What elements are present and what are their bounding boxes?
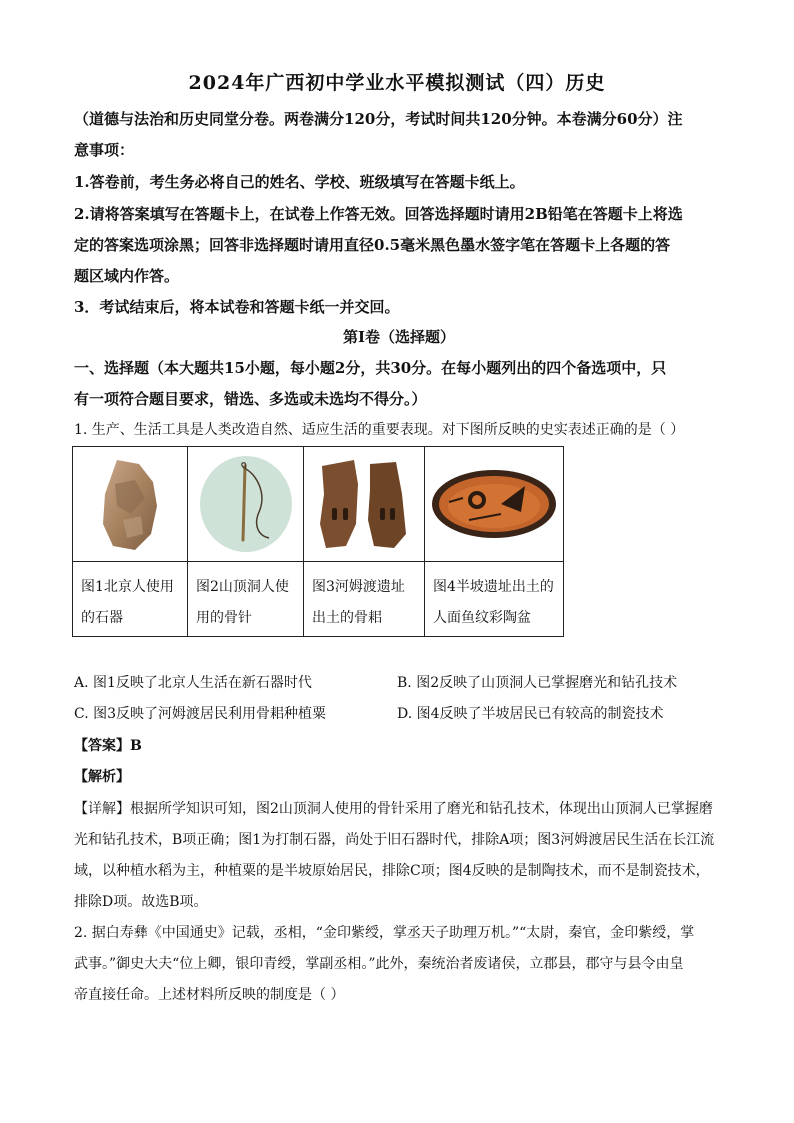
q1-image-table <box>72 446 564 637</box>
q1-detail-1: 【详解】根据所学知识可知，图2山顶洞人使用的骨针采用了磨光和钻孔技术，体现出山顶洞人已掌握磨 <box>74 801 713 817</box>
q1-detail-3: 域，以种植水稻为主，种植粟的是半坡原始居民，排除C项；图4反映的是制陶技术，而不是制瓷技术， <box>74 863 710 879</box>
bone-spade-image <box>304 447 424 561</box>
note-3: 3．考试结束后，将本试卷和答题卡纸一并交回。 <box>74 298 400 316</box>
intro-line-2: 意事项： <box>74 141 135 159</box>
q1-answer: 【答案】B <box>74 738 142 754</box>
q2-line-2: 武事。”御史大夫“位上卿，银印青绶，掌副丞相。”此外，秦统治者废诸侯，立郡县，郡守与县令由皇 <box>74 956 684 972</box>
section-instr-2: 有一项符合题目要求，错选、多选或未选均不得分。） <box>74 390 427 408</box>
note-2a: 2.请将答案填写在答题卡上，在试卷上作答无效。回答选择题时请用2B铅笔在答题卡上将选 <box>74 205 683 223</box>
q1-option-d: D. 图4反映了半坡居民已有较高的制瓷技术 <box>397 706 664 722</box>
stone-tool-image <box>73 447 187 561</box>
q1-option-c: C. 图3反映了河姆渡居民利用骨耜种植粟 <box>74 706 327 722</box>
caption-fig2: 图2山顶洞人使 用的骨针 <box>196 579 289 626</box>
q1-option-a: A. 图1反映了北京人生活在新石器时代 <box>74 675 312 691</box>
bone-needle-image <box>188 447 303 561</box>
q1-stem: 1. 生产、生活工具是人类改造自然、适应生活的重要表现。对下图所反映的史实表述正确的是（ ） <box>74 422 685 438</box>
note-1: 1.答卷前，考生务必将自己的姓名、学校、班级填写在答题卡纸上。 <box>74 173 525 191</box>
caption-fig1: 图1北京人使用 的石器 <box>81 579 174 626</box>
q2-line-3: 帝直接任命。上述材料所反映的制度是（ ） <box>74 987 345 1003</box>
q1-detail-4: 排除D项。故选B项。 <box>74 894 208 910</box>
caption-fig4: 图4半坡遗址出土的 人面鱼纹彩陶盆 <box>433 579 554 626</box>
note-2c: 题区域内作答。 <box>74 267 180 285</box>
section-instr-1: 一、选择题（本大题共15小题，每小题2分，共30分。在每小题列出的四个备选项中，只 <box>74 359 667 377</box>
section-heading: 第Ⅰ卷（选择题） <box>342 328 456 346</box>
caption-fig3: 图3河姆渡遗址 出土的骨耜 <box>312 579 405 626</box>
q1-option-b: B. 图2反映了山顶洞人已掌握磨光和钻孔技术 <box>397 675 678 691</box>
q2-line-1: 2. 据白寿彝《中国通史》记载，丞相，“金印紫绶，掌丞天子助理万机。”“太尉，秦官，金印紫绶，掌 <box>74 925 695 941</box>
intro-line-1: （道德与法治和历史同堂分卷。两卷满分120分，考试时间共120分钟。本卷满分60分）注 <box>74 110 683 128</box>
q1-detail-2: 光和钻孔技术，B项正确；图1为打制石器，尚处于旧石器时代，排除A项；图3河姆渡居民生活在长江流 <box>74 832 715 848</box>
page-title: 2024年广西初中学业水平模拟测试（四）历史 <box>188 72 606 94</box>
note-2b: 定的答案选项涂黑；回答非选择题时请用直径0.5毫米黑色墨水签字笔在答题卡上各题的答 <box>74 236 671 254</box>
painted-pottery-basin-image <box>425 447 563 561</box>
q1-analysis-label: 【解析】 <box>74 769 130 785</box>
